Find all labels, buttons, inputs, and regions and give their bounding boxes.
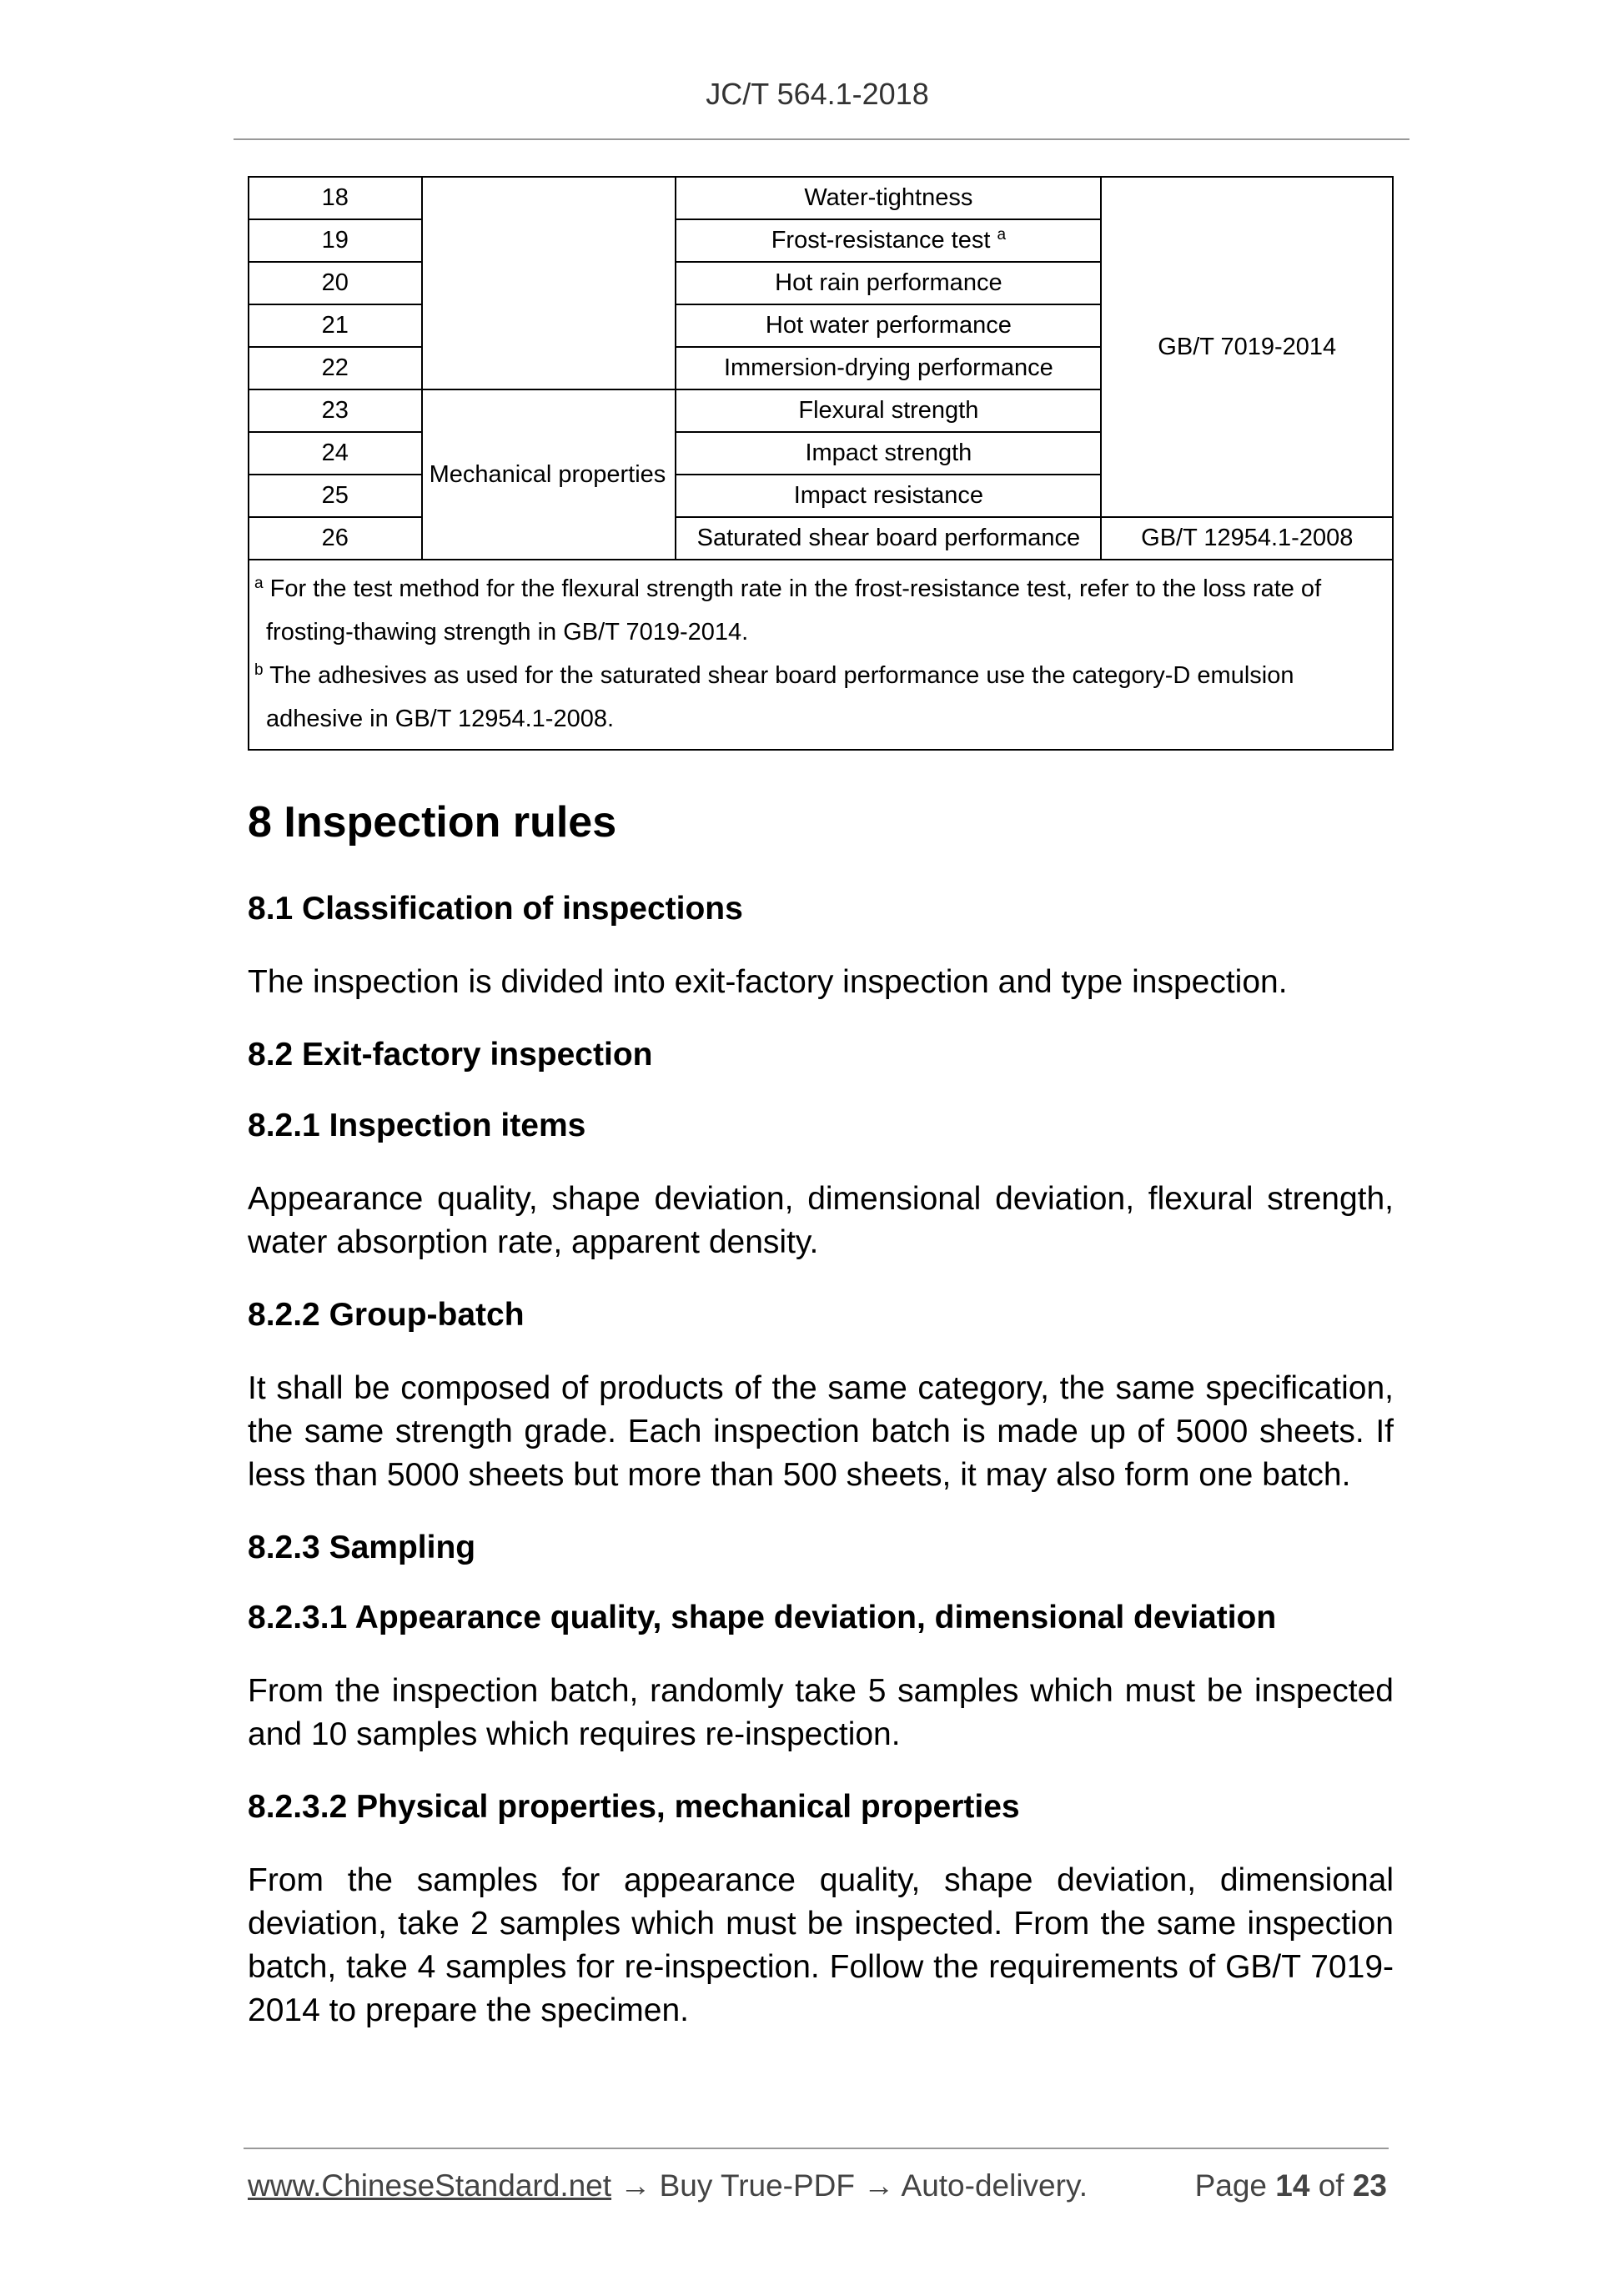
test-item: Hot water performance <box>676 304 1101 347</box>
page-counter: Page 14 of 23 <box>1194 2168 1387 2203</box>
row-number: 26 <box>249 517 422 560</box>
test-method: GB/T 12954.1-2008 <box>1101 517 1393 560</box>
row-number: 19 <box>249 219 422 262</box>
test-item: Saturated shear board performance <box>676 517 1101 560</box>
note-a-line1: $^a$ For the test method for the flexural strength rate in the frost-resistance test, refer to the loss rate of <box>254 575 1322 602</box>
test-item: Hot rain performance <box>676 262 1101 304</box>
heading-8-2-2: 8.2.2 Group-batch <box>248 1296 525 1333</box>
note-b-line2: adhesive in GB/T 12954.1-2008. <box>266 706 615 732</box>
row-number: 20 <box>249 262 422 304</box>
footnote-mark: a <box>997 226 1007 244</box>
site-link[interactable]: www.ChineseStandard.net <box>248 2168 612 2203</box>
paragraph-8-2-1: Appearance quality, shape deviation, dimensional deviation, flexural strength, water absorption rate, apparent density. <box>248 1180 1394 1260</box>
note-b-line1: $^b$ The adhesives as used for the saturated shear board performance use the category-D emulsion <box>254 661 1294 689</box>
test-method: GB/T 7019-2014 <box>1101 177 1393 517</box>
test-item: Water-tightness <box>676 177 1101 219</box>
table-row <box>249 177 1393 219</box>
section-title: 8 Inspection rules <box>248 798 617 847</box>
paragraph-8-2-3-2: From the samples for appearance quality, shape deviation, dimensional deviation, take 2 samples which must be inspected. From the same inspection batch, take 4 samples for re-inspection. Follow the requirements of GB/T 7019-2014 to prepare the specimen. <box>248 1861 1394 2028</box>
test-methods-table <box>248 176 1394 751</box>
group-cell-blank <box>422 177 676 389</box>
row-number: 21 <box>249 304 422 347</box>
test-item: Immersion-drying performance <box>676 347 1101 389</box>
footer-promo: www.ChineseStandard.net → Buy True-PDF → Auto-delivery. <box>248 2168 1088 2203</box>
document-body <box>248 796 1394 2064</box>
heading-8-2-3-2: 8.2.3.2 Physical properties, mechanical properties <box>248 1789 1020 1826</box>
footnote-mark: b <box>254 661 264 679</box>
table-notes <box>249 560 1393 750</box>
row-number: 23 <box>249 389 422 432</box>
footnote-mark: a <box>254 575 264 592</box>
paragraph-8-2-2: It shall be composed of products of the same category, the same specification, the same strength grade. Each inspection batch is made up of 5000 sheets. If less than 5000 sheets but more than 500 sheets, it may also form one batch. <box>248 1369 1394 1493</box>
paragraph-8-1: The inspection is divided into exit-factory inspection and type inspection. <box>248 964 1288 1001</box>
table-row <box>249 517 1393 560</box>
test-item: Impact resistance <box>676 475 1101 517</box>
page-footer <box>248 2168 1387 2203</box>
row-number: 22 <box>249 347 422 389</box>
row-number: 25 <box>249 475 422 517</box>
note-a-line2: frosting-thawing strength in GB/T 7019-2014. <box>266 619 749 646</box>
test-item: Impact strength <box>676 432 1101 475</box>
paragraph-8-2-3-1: From the inspection batch, randomly take 5 samples which must be inspected and 10 samples which requires re-inspection. <box>248 1673 1394 1753</box>
heading-8-2-3: 8.2.3 Sampling <box>248 1529 476 1565</box>
heading-8-1: 8.1 Classification of inspections <box>248 891 743 927</box>
heading-8-2: 8.2 Exit-factory inspection <box>248 1037 653 1073</box>
heading-8-2-3-1: 8.2.3.1 Appearance quality, shape deviation, dimensional deviation <box>248 1600 1277 1636</box>
document-code-header: JC/T 564.1-2018 <box>706 77 929 111</box>
group-mechanical-properties: Mechanical properties <box>422 389 676 560</box>
test-item: Flexural strength <box>676 389 1101 432</box>
footer-divider <box>244 2148 1389 2149</box>
heading-8-2-1: 8.2.1 Inspection items <box>248 1107 586 1143</box>
test-item: Frost-resistance test $^a$ <box>676 219 1101 262</box>
row-number: 18 <box>249 177 422 219</box>
row-number: 24 <box>249 432 422 475</box>
header-divider <box>234 138 1409 140</box>
table-notes-row <box>249 560 1393 750</box>
